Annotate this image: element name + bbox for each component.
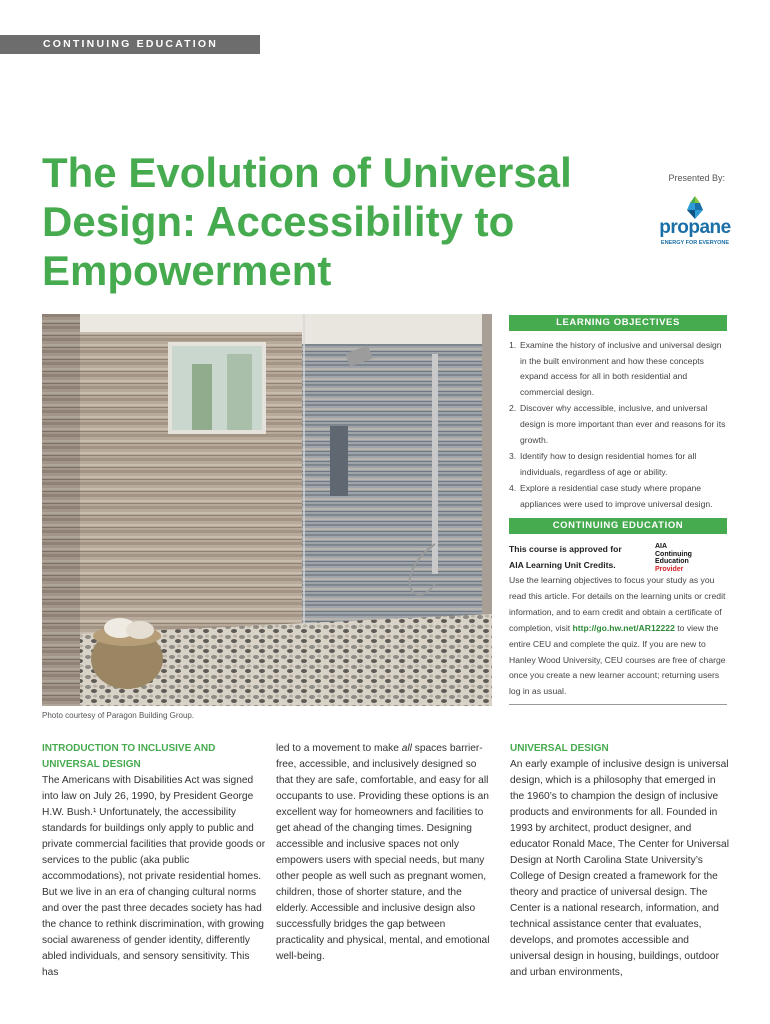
ce-info-block [509, 541, 729, 700]
intro-paragraph: The Americans with Disabilities Act was signed into law on July 26, 1990, by President George H.W. Bush.¹ Unfortunately, the accessibility standards for buildings only apply to public and private commercial facilities that provide goods or services to the public (aka public accommodations), not private residential homes. But we live in an era of changing cultural norms and over the past three decades society has had the chance to rethink discrimination, with growing social awareness of gender identity, differently abled individuals, and sensory sensitivity. This has [42, 775, 266, 978]
section-banner: CONTINUING EDUCATION [0, 35, 260, 54]
continued-paragraph [276, 741, 496, 965]
ceu-link[interactable]: http://go.hw.net/AR12222 [572, 622, 675, 633]
item-number: 3. [509, 451, 517, 462]
logo-wordmark: propane [659, 217, 731, 238]
item-text: Examine the history of inclusive and universal design in the built environment and how these concepts expand access for all in both residential and commercial design. [520, 340, 722, 397]
item-text: Discover why accessible, inclusive, and universal design is more important than ever and reasons for its growth. [520, 403, 726, 445]
item-number: 4. [509, 483, 517, 494]
universal-design-heading: UNIVERSAL DESIGN [510, 743, 609, 754]
list-item [509, 338, 729, 400]
learning-objectives-list [509, 338, 729, 514]
divider [509, 704, 727, 705]
continuing-education-heading: CONTINUING EDUCATION [509, 518, 727, 534]
aia-provider-logo [655, 543, 700, 573]
aia-logo-line: Education [655, 558, 689, 565]
article-column-3 [510, 741, 732, 981]
logo-tagline: ENERGY FOR EVERYONE [660, 240, 730, 246]
item-number: 2. [509, 403, 517, 414]
list-item [509, 449, 729, 480]
list-item [509, 481, 729, 512]
article-column-1 [42, 741, 267, 981]
bathroom-illustration [42, 314, 492, 706]
item-text: Explore a residential case study where propane appliances were used to improve universal design. [520, 483, 713, 509]
intro-heading: INTRODUCTION TO INCLUSIVE AND UNIVERSAL DESIGN [42, 743, 216, 770]
learning-objectives-heading: LEARNING OBJECTIVES [509, 315, 727, 331]
text-run: spaces barrier-free, accessible, and inclusively designed so that they are safe, comfortable, and easy for all occupants to use. Providing these options is an excellent way for homeowners and facilities to get ahead of the changing times. Designing accessible and inclusive spaces not only empowers users with special needs, but many other people as well such as pregnant women, children, those of shorter stature, and the elderly. Accessible and inclusive design also successfully bridges the gap between practicality and physical, mental, and emotional well-being. [276, 743, 490, 962]
ce-body-part: Use the learning objectives to focus your study as you read this article. For details on the learning units or credit information, and to earn credit and obtain a certificate of completion, visit [509, 575, 726, 633]
ce-body-part: to view the entire CEU and complete the quiz. If you are new to Hanley Wood University, CEU courses are free of charge once you create a new learner account; returning users log in as usual. [509, 622, 726, 697]
aia-approval-text: This course is approved for AIA Learning Unit Credits. [509, 544, 622, 570]
shower-photo [42, 314, 492, 706]
list-item [509, 401, 729, 448]
aia-logo-line: Continuing [655, 550, 692, 558]
text-run: led to a movement to make [276, 743, 402, 754]
item-number: 1. [509, 340, 517, 350]
ce-body-text [509, 573, 729, 700]
item-text: Identify how to design residential homes for all individuals, regardless of age or ability. [520, 451, 697, 477]
universal-design-paragraph: An early example of inclusive design is universal design, which is a philosophy that emerged in the 1960’s to champion the design of inclusive products and environments for all. Founded in 1993 by architect, product designer, and educator Ronald Mace, The Center for Universal Design at North Carolina State University’s College of Design created a framework for the theory and practice of universal design. The Center is a national research, information, and technical assistance center that evaluates, develops, and promotes accessible and universal design in housing, buildings, outdoor and urban environments, [510, 759, 729, 978]
presented-by-label: Presented By: [668, 173, 725, 183]
aia-logo-line: Provider [655, 565, 684, 573]
aia-logo-line: AIA [655, 543, 668, 550]
photo-caption: Photo courtesy of Paragon Building Group. [42, 711, 195, 720]
emphasis-text: all [401, 743, 412, 754]
page-title: The Evolution of Universal Design: Accessibility to Empowerment [42, 149, 572, 294]
article-column-2 [276, 741, 496, 965]
propane-logo [658, 196, 732, 252]
